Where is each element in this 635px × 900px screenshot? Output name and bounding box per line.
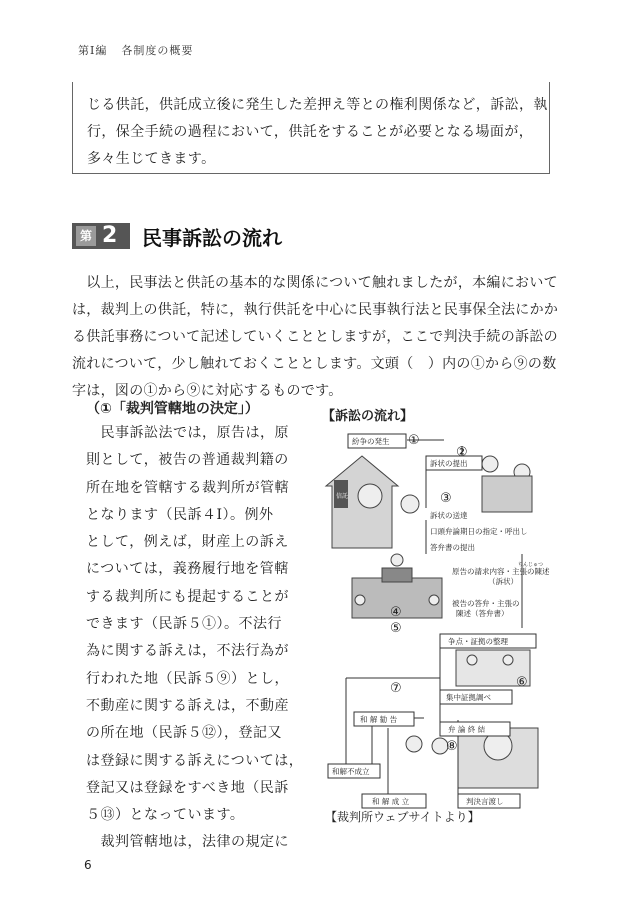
header-title: 各制度の概要	[121, 44, 194, 57]
continued-box	[72, 82, 550, 174]
label-defendant-1: 被告の答弁・主張の	[452, 599, 520, 608]
running-header	[78, 42, 207, 58]
label-settlement-advice: 和 解 勧 告	[360, 715, 398, 724]
body-line: として，例えば，財産上の訴え	[86, 534, 289, 551]
body-line: 裁判管轄地は，法律の規定に	[86, 834, 289, 851]
marker-3: ③	[440, 491, 452, 506]
marker-2: ②	[456, 445, 468, 460]
marker-4: ④	[390, 605, 402, 620]
label-house-sign: 信託	[336, 493, 349, 500]
intro-line: 流れについて，少し触れておくこととします。文頭（ ）内の①から⑨の数	[72, 356, 557, 372]
body-line: ５⑬）となっています。	[86, 807, 245, 824]
label-service: 訴状の送達	[430, 511, 468, 520]
section-title: 民事訴訟の流れ	[142, 226, 282, 250]
intro-line: は，裁判上の供託，特に，執行供託を中心に民事執行法と民事保全法にかか	[72, 302, 559, 318]
box-line: じる供託，供託成立後に発生した差押え等との権利関係など，訴訟，執	[87, 97, 548, 113]
marker-8: ⑧	[446, 739, 458, 754]
section-prefix: 第	[76, 226, 96, 246]
body-line: 登記又は登録をすべき地（民訴	[86, 779, 289, 796]
body-line: する裁判所にも提起することが	[86, 588, 289, 605]
diagram-title: 【訴訟の流れ】	[322, 409, 414, 424]
lawsuit-flow-diagram	[322, 428, 554, 814]
label-plaintiff-claim-1: 原告の請求内容・主張の陳述	[452, 567, 550, 576]
intro-paragraph	[72, 272, 559, 407]
label-plaintiff-claim-2: （訴状）	[488, 577, 518, 586]
section-badge	[72, 223, 130, 249]
intro-line: 以上，民事法と供託の基本的な関係について触れましたが，本編において	[72, 275, 558, 291]
label-judgment: 判決言渡し	[466, 797, 504, 806]
page-number: 6	[84, 858, 92, 872]
marker-1: ①	[408, 433, 420, 448]
box-line: 多々生じてきます。	[87, 151, 216, 167]
body-line: については，義務履行地を管轄	[86, 561, 289, 578]
body-line: 所在地を管轄する裁判所が管轄	[86, 479, 289, 496]
box-line: 行，保全手続の過程において，供託をすることが必要となる場面が，	[87, 124, 534, 140]
label-answer: 答弁書の提出	[430, 543, 475, 552]
label-filing: 訴状の提出	[430, 459, 468, 468]
label-settlement-ok: 和 解 成 立	[372, 797, 410, 806]
label-issues: 争点・証拠の整理	[448, 637, 508, 646]
label-ruby: ちんじゅつ	[518, 562, 544, 568]
label-conclusion: 弁 論 終 結	[448, 725, 486, 734]
body-line: 行われた地（民訴５⑨）とし，	[86, 670, 289, 687]
section-number: 2	[102, 223, 118, 248]
body-line: となります（民訴４Ⅰ）。例外	[86, 506, 274, 523]
body-line: の所在地（民訴５⑫），登記又	[86, 725, 282, 742]
body-line: 民事訴訟法では，原告は，原	[86, 425, 289, 441]
label-settlement-fail: 和解不成立	[332, 767, 370, 776]
body-line: 不動産に関する訴えは，不動産	[86, 697, 289, 714]
marker-5: ⑤	[390, 621, 402, 636]
label-dispute: 紛争の発生	[352, 437, 390, 446]
body-line: は登録に関する訴えについては，	[86, 752, 304, 769]
intro-line: 字は，図の①から⑨に対応するものです。	[72, 383, 343, 399]
header-part: 第Ⅰ編	[78, 44, 108, 57]
label-summons: 口頭弁論期日の指定・呼出し	[430, 527, 528, 536]
marker-7: ⑦	[390, 681, 402, 696]
intro-line: る供託事務について記述していくこととしますが，ここで判決手続の訴訟の	[72, 329, 558, 345]
diagram-source: 【裁判所ウェブサイトより】	[325, 810, 480, 824]
marker-6: ⑥	[516, 675, 528, 690]
body-line: できます（民訴５①）。不法行	[86, 616, 282, 633]
label-defendant-2: 陳述（答弁書）	[456, 609, 509, 618]
subheading: （①「裁判管轄地の決定」）	[86, 401, 259, 417]
body-line: 為に関する訴えは，不法行為が	[86, 643, 289, 660]
body-line: 則として，被告の普通裁判籍の	[86, 452, 289, 469]
label-evidence: 集中証拠調べ	[446, 693, 491, 702]
body-column	[82, 398, 304, 851]
